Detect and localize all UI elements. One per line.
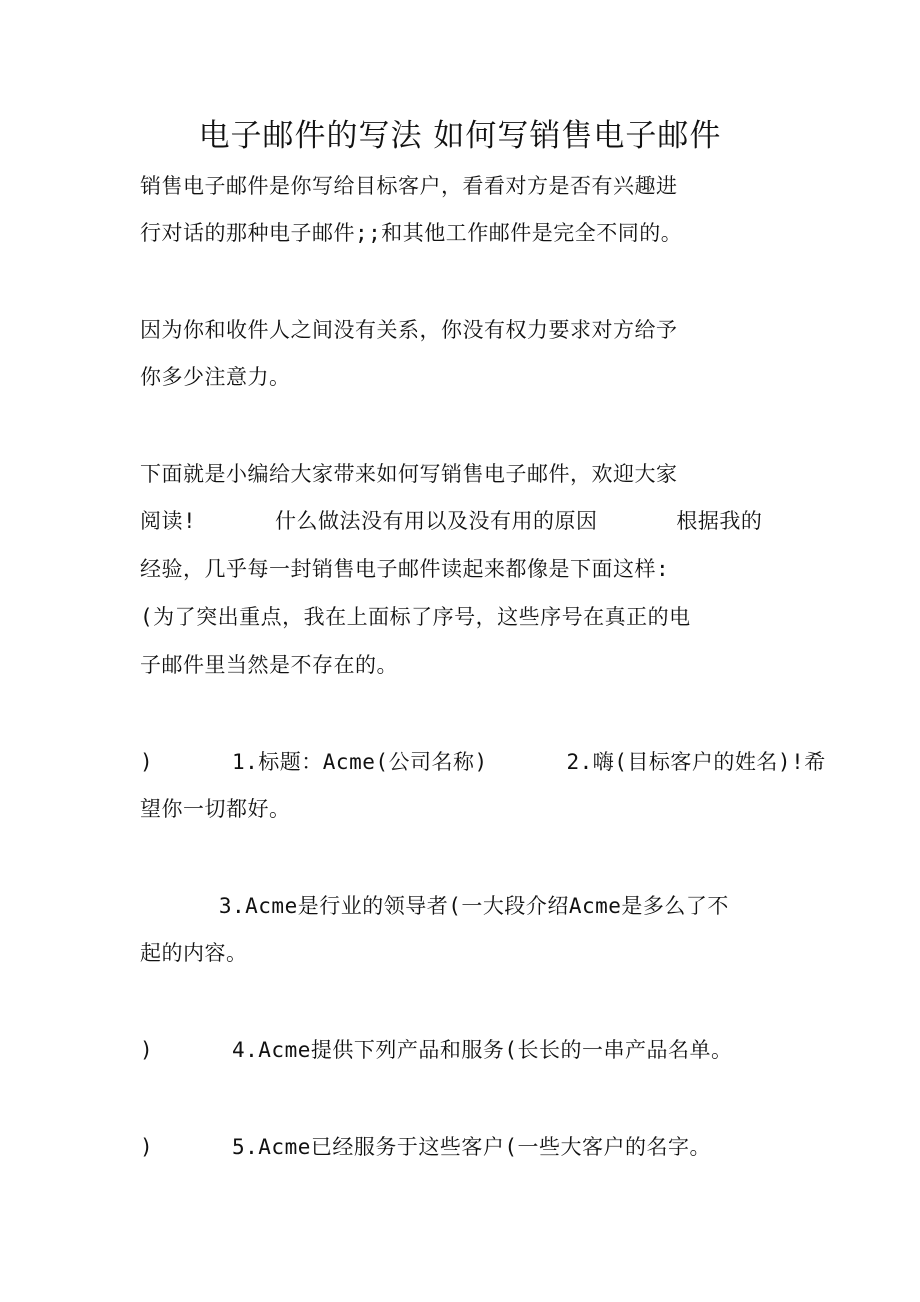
paragraph-line: 经验，几乎每一封销售电子邮件读起来都像是下面这样:	[140, 557, 670, 581]
paragraph-line: 因为你和收件人之间没有关系，你没有权力要求对方给予	[140, 318, 678, 342]
paragraph-line: 行对话的那种电子邮件;;和其他工作邮件是完全不同的。	[140, 221, 683, 245]
paragraph-line: 销售电子邮件是你写给目标客户，看看对方是否有兴趣进	[140, 174, 678, 198]
paragraph-line: 子邮件里当然是不存在的。	[140, 653, 398, 677]
paragraph-line: 望你一切都好。	[140, 797, 291, 821]
paragraph-line: ) 1.标题：Acme(公司名称) 2.嗨(目标客户的姓名)!希	[140, 750, 826, 774]
paragraph-line: 3.Acme是行业的领导者(一大段介绍Acme是多么了不	[140, 894, 729, 918]
paragraph-line: 下面就是小编给大家带来如何写销售电子邮件，欢迎大家	[140, 462, 678, 486]
page-title: 电子邮件的写法 如何写销售电子邮件	[198, 118, 722, 154]
paragraph-line: (为了突出重点，我在上面标了序号，这些序号在真正的电	[140, 605, 691, 629]
paragraph-line: ) 5.Acme已经服务于这些客户(一些大客户的名字。	[140, 1135, 712, 1159]
paragraph-line: 你多少注意力。	[140, 365, 291, 389]
paragraph-line: 起的内容。	[140, 941, 248, 965]
paragraph-line: 阅读! 什么做法没有用以及没有用的原因 根据我的	[140, 509, 763, 533]
paragraph-line: ) 4.Acme提供下列产品和服务(长长的一串产品名单。	[140, 1038, 733, 1062]
